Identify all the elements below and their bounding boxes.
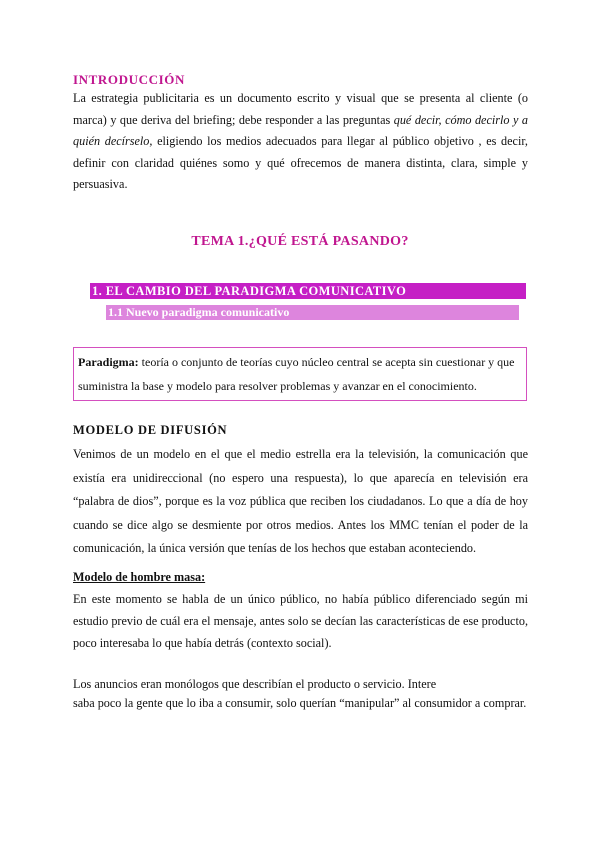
hombre-masa-paragraph: En este momento se habla de un único público, no había público diferenciado según mi estudio previo de cuál era el mensaje, antes solo se decían las características de ese producto, poco interesaba lo que había detrás (contexto social). (73, 592, 528, 650)
section-heading-bar: 1. EL CAMBIO DEL PARADIGMA COMUNICATIVO (90, 283, 526, 299)
intro-text-italic: qué decir, cómo decirlo y a quién decírselo, (73, 112, 528, 148)
definition-term: Paradigma: (78, 355, 139, 369)
definition-box (73, 347, 527, 401)
intro-paragraph (73, 88, 528, 196)
subsection-heading-bar: 1.1 Nuevo paradigma comunicativo (106, 305, 519, 320)
intro-text-part1: La estrategia publicitaria es un documento escrito y visual que se presenta al cliente (o marca) y que deriva del briefing; debe responder a las preguntas (73, 91, 528, 127)
modelo-difusion-heading: MODELO DE DIFUSIÓN (73, 423, 228, 437)
anuncios-line-2: saba poco la gente que lo iba a consumir, solo querían “manipular” al consumidor a comprar. (73, 696, 527, 710)
intro-text-part2: eligiendo los medios adecuados para llegar al público objetivo , es decir, definir con claridad quiénes somo y qué ofrecemos de manera distinta, clara, simple y persuasiva. (73, 134, 528, 191)
modelo-difusion-paragraph: Venimos de un modelo en el que el medio estrella era la televisión, la comunicación que existía era unidireccional (no espero una respuesta), lo que aparecía en televisión era “palabra de dios”, porque es la voz pública que reciben los ciudadanos. Lo que a día de hoy cuando se dice algo se desmiente por otros medios. Antes los MMC tenían el poder de la comunicación, la única versión que tenías de los hechos que estaban aconteciendo. (73, 447, 528, 555)
definition-text: teoría o conjunto de teorías cuyo núcleo central se acepta sin cuestionar y que suministra la base y modelo para resolver problemas y avanzar en el conocimiento. (78, 355, 515, 393)
tema-title: TEMA 1.¿QUÉ ESTÁ PASANDO? (191, 234, 409, 249)
hombre-masa-heading: Modelo de hombre masa: (73, 570, 206, 584)
anuncios-line-1: Los anuncios eran monólogos que describían el producto o servicio. Intere (73, 677, 437, 691)
intro-heading: INTRODUCCIÓN (73, 72, 185, 87)
